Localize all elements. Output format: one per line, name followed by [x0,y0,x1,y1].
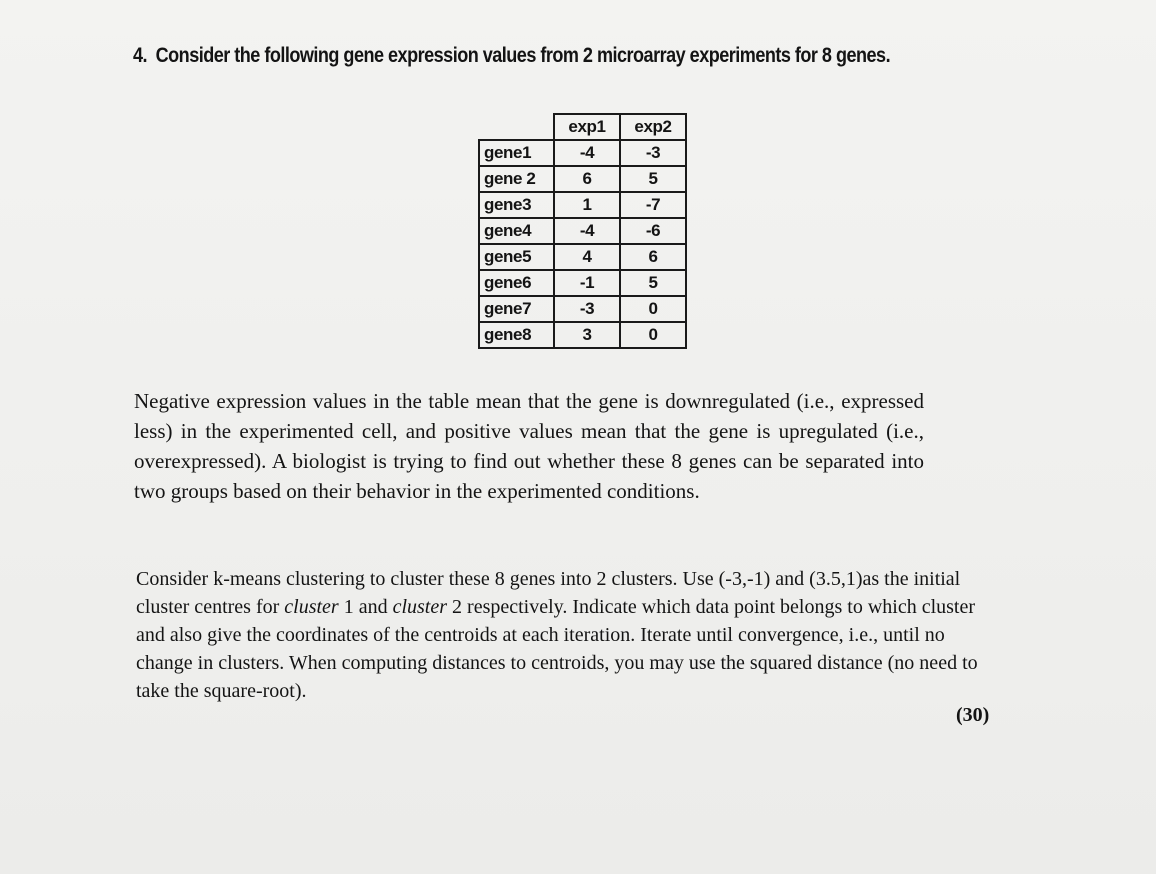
exp1-value-cell: 6 [554,166,620,192]
table-row [479,140,686,166]
gene-name-cell: gene 2 [479,166,554,192]
task-text-part3: 2 respectively. Indicate which data point belongs to which cluster and also give the coordinates of the centroids at each iteration. Iterate until convergence, i.e., until no change in clusters. When computing distances to centroids, you may use the squared distance (no need to take the square-root). [136,596,978,702]
exp2-value-cell: -3 [620,140,686,166]
exp2-value-cell: -7 [620,192,686,218]
table-row [479,218,686,244]
exp1-value-cell: 3 [554,322,620,348]
question-header [133,44,993,68]
gene-name-cell: gene5 [479,244,554,270]
exp2-value-cell: 6 [620,244,686,270]
table-row [479,192,686,218]
marks-label: (30) [956,704,990,726]
exp1-value-cell: -4 [554,218,620,244]
gene-name-cell: gene8 [479,322,554,348]
table-row [479,270,686,296]
table-row [479,322,686,348]
exp1-value-cell: -3 [554,296,620,322]
exp2-value-cell: 5 [620,166,686,192]
exp2-value-cell: 0 [620,322,686,348]
table-header-row [479,114,686,140]
exp2-value-cell: 5 [620,270,686,296]
context-paragraph: Negative expression values in the table mean that the gene is downregulated (i.e., expressed less) in the experimented cell, and positive values mean that the gene is upregulated (i.e., overexpressed). A biologist is trying to find out whether these 8 genes can be separated into two groups based on their behavior in the experimented conditions. [134,389,924,503]
cluster2-term: cluster [392,596,448,618]
gene-name-cell: gene6 [479,270,554,296]
gene-expression-table [478,113,687,349]
question-number: 4. [133,44,148,67]
question-text: Consider the following gene expression values from 2 microarray experiments for 8 genes. [155,44,891,67]
gene-name-cell: gene4 [479,218,554,244]
gene-name-cell: gene3 [479,192,554,218]
task-text-part1: Consider k-means clustering to cluster these 8 genes into 2 clusters. Use (-3,-1) and (3.5,1)as the initial cluster centres for [136,568,961,618]
table-row [479,296,686,322]
table-corner-cell [479,114,554,140]
cluster1-term: cluster [284,596,339,618]
task-paragraph [136,565,996,705]
table-row [479,166,686,192]
gene-expression-table-wrap [478,113,687,349]
task-text-part2: 1 and [338,596,393,618]
exp1-value-cell: -4 [554,140,620,166]
gene-name-cell: gene7 [479,296,554,322]
exp2-value-cell: 0 [620,296,686,322]
column-header-exp2: exp2 [620,114,686,140]
exp2-value-cell: -6 [620,218,686,244]
column-header-exp1: exp1 [554,114,620,140]
exp1-value-cell: -1 [554,270,620,296]
gene-name-cell: gene1 [479,140,554,166]
table-row [479,244,686,270]
exp1-value-cell: 4 [554,244,620,270]
exp1-value-cell: 1 [554,192,620,218]
